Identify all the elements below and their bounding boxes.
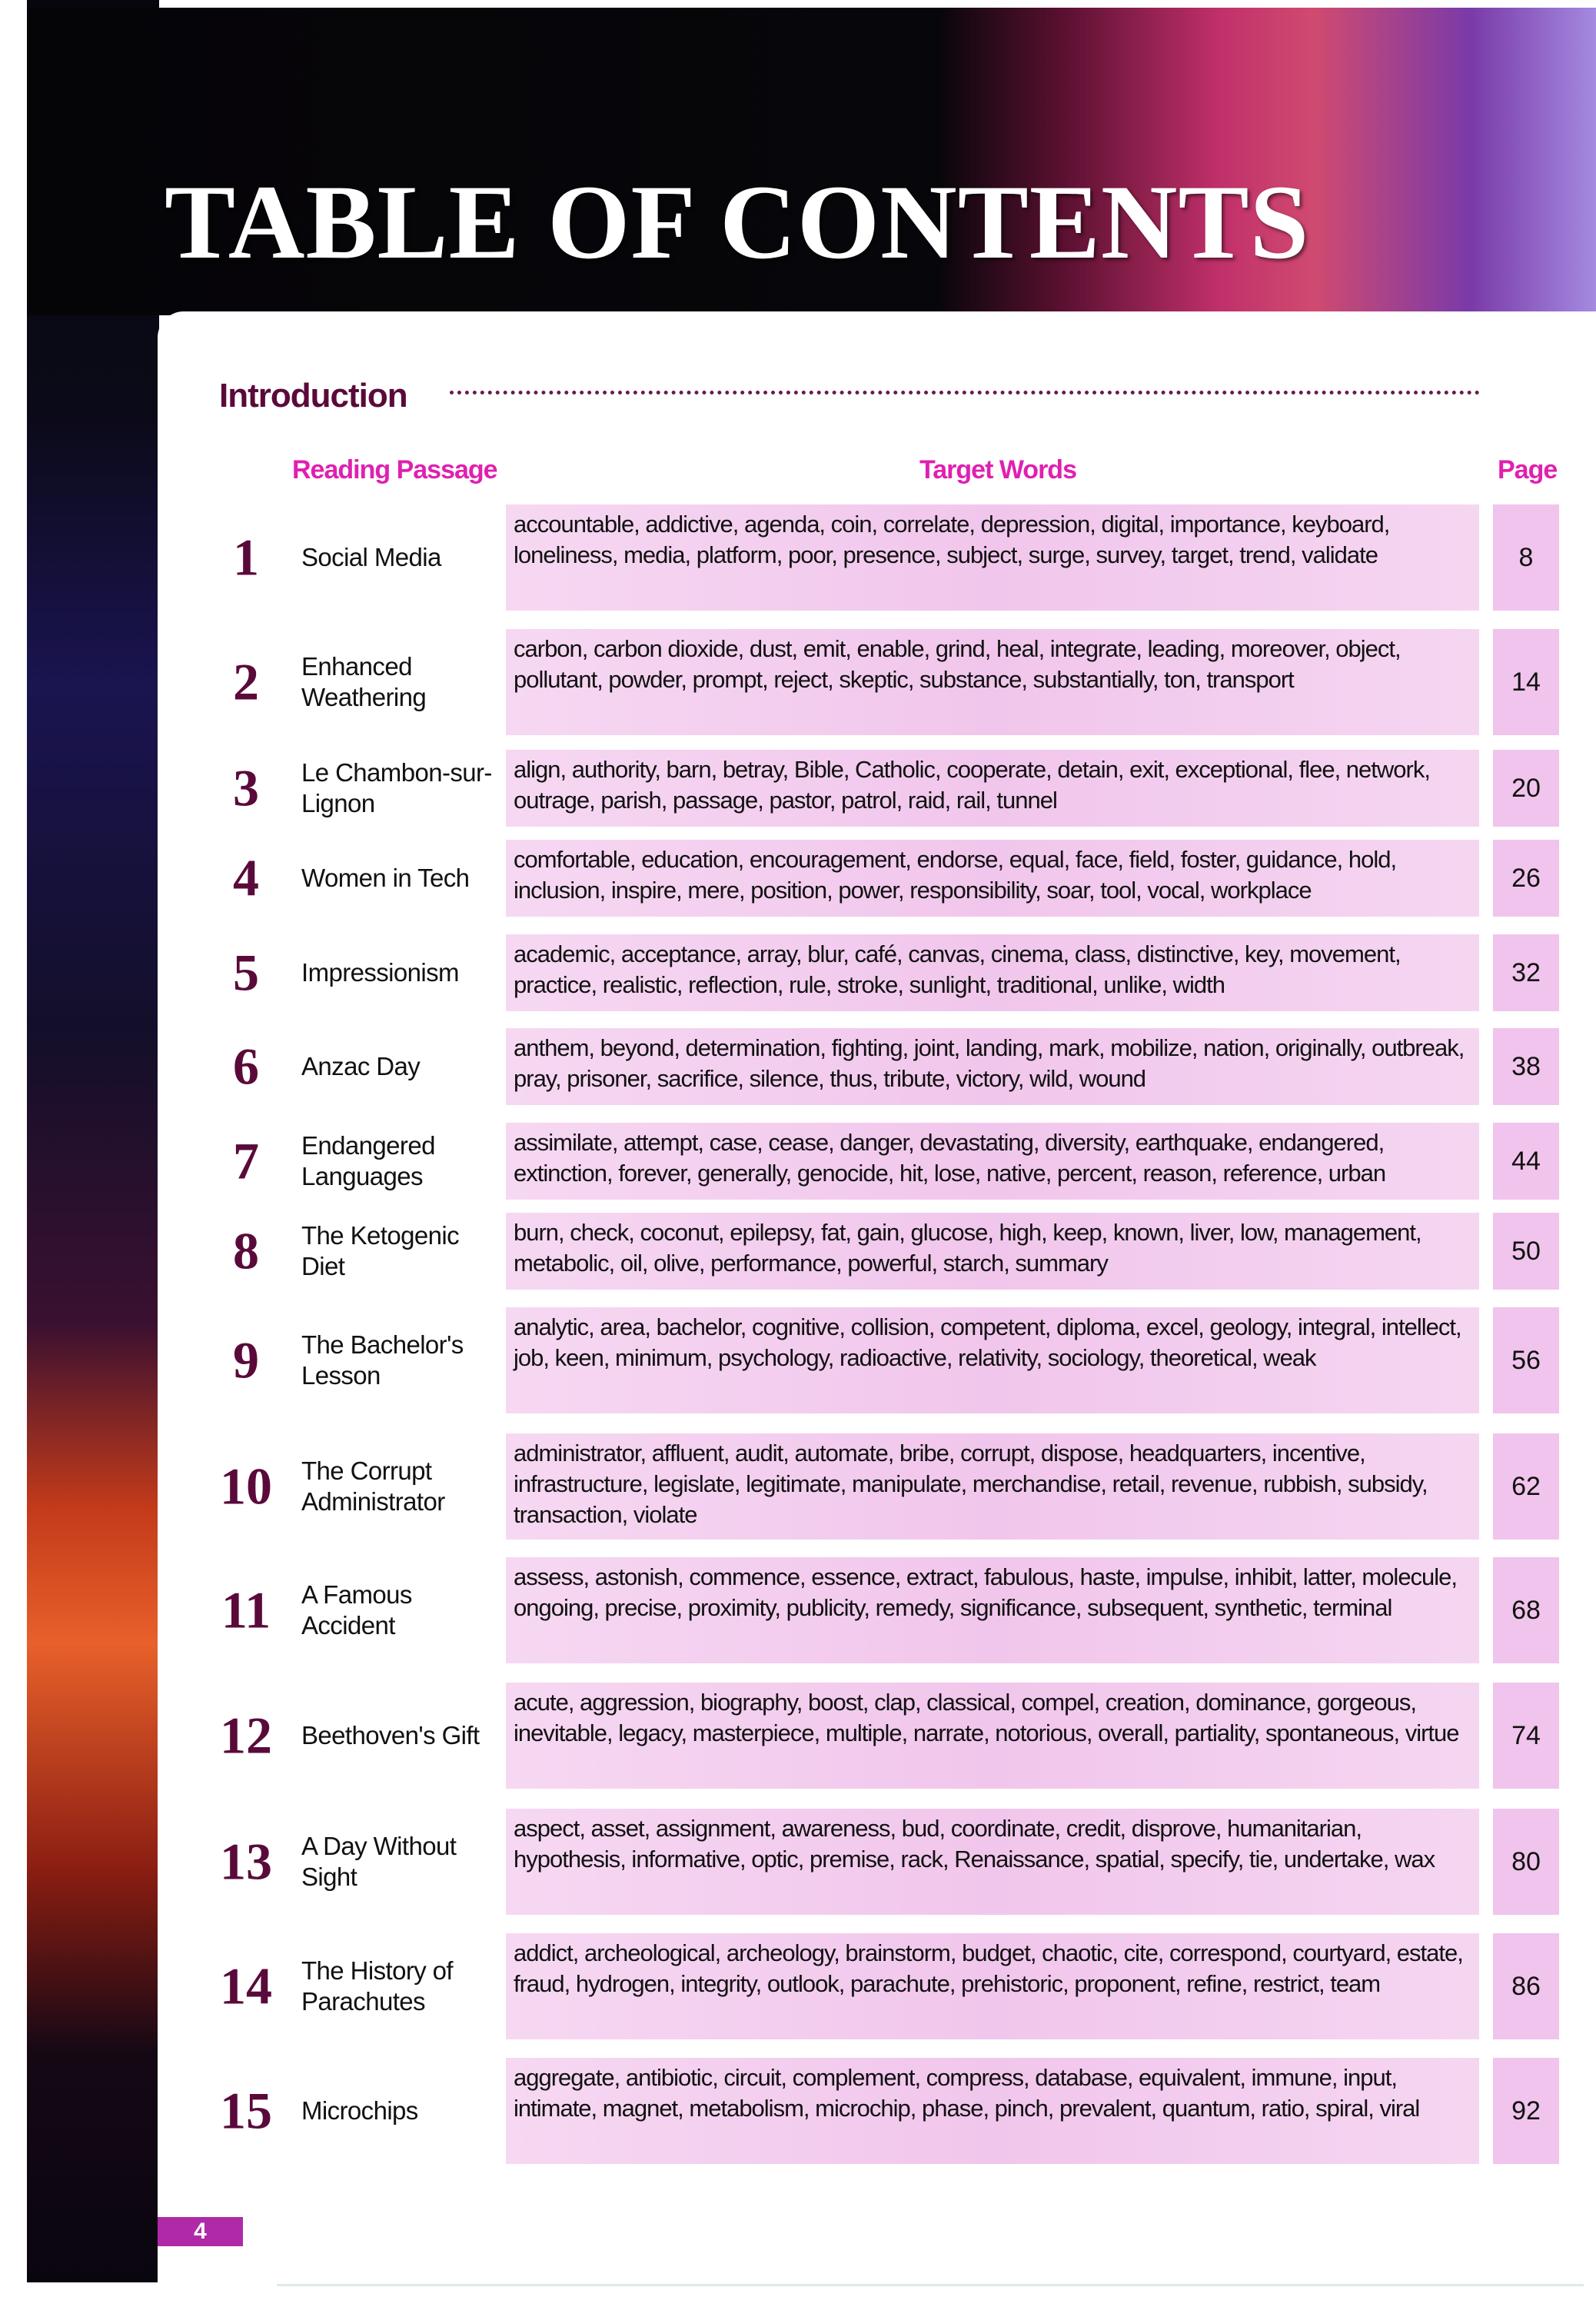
page-number: 80: [1493, 1809, 1559, 1915]
passage-number: 4: [233, 848, 259, 907]
introduction-heading: Introduction: [219, 377, 407, 414]
target-words: administrator, affluent, audit, automate, bribe, corrupt, dispose, headquarters, incentive, infrastructure, legislate, legitimate, manipulate, merchandise, retail, revenue, rubbish, subsidy, transaction, violate: [506, 1433, 1479, 1540]
table-row: [0, 1307, 1596, 1413]
target-words: aspect, asset, assignment, awareness, bud, coordinate, credit, disprove, humanitarian, hypothesis, informative, optic, premise, rack, Renaissance, spatial, specify, tie, undertake, wax: [506, 1809, 1479, 1915]
table-row: [0, 1213, 1596, 1290]
target-words: comfortable, education, encouragement, endorse, equal, face, field, foster, guidance, hold, inclusion, inspire, mere, position, power, responsibility, soar, tool, vocal, workplace: [506, 840, 1479, 917]
table-row: [0, 1809, 1596, 1915]
passage-number: 9: [233, 1330, 259, 1390]
table-row: [0, 629, 1596, 735]
target-words: addict, archeological, archeology, brainstorm, budget, chaotic, cite, correspond, courtyard, estate, fraud, hydrogen, integrity, outlook, parachute, prehistoric, proponent, refine, restrict, team: [506, 1933, 1479, 2039]
passage-title: Enhanced Weathering: [301, 652, 427, 711]
passage-title: Microchips: [301, 2096, 418, 2125]
page-number: 62: [1493, 1433, 1559, 1540]
page-number: 26: [1493, 840, 1559, 917]
table-row: [0, 1933, 1596, 2039]
page-number: 8: [1493, 504, 1559, 611]
passage-title: A Day Without Sight: [301, 1832, 457, 1891]
passage-number: 14: [220, 1956, 272, 2016]
bottom-rule: [277, 2284, 1584, 2286]
passage-title: Anzac Day: [301, 1052, 421, 1080]
passage-title: Beethoven's Gift: [301, 1721, 480, 1749]
table-row: [0, 840, 1596, 917]
page-number: 50: [1493, 1213, 1559, 1290]
passage-title: Social Media: [301, 543, 441, 571]
passage-number: 8: [233, 1221, 259, 1280]
passage-title: The Corrupt Administrator: [301, 1456, 445, 1516]
target-words: analytic, area, bachelor, cognitive, collision, competent, diploma, excel, geology, integral, intellect, job, keen, minimum, psychology, radioactive, relativity, sociology, theoretical, weak: [506, 1307, 1479, 1413]
column-header-page: Page: [1498, 455, 1558, 484]
page-number: 14: [1493, 629, 1559, 735]
page-number: 56: [1493, 1307, 1559, 1413]
passage-title: Impressionism: [301, 958, 459, 987]
page-number-tag: 4: [158, 2217, 243, 2246]
passage-number: 7: [233, 1131, 259, 1190]
table-row: [0, 1123, 1596, 1200]
passage-title: The Ketogenic Diet: [301, 1221, 460, 1280]
passage-number: 6: [233, 1037, 259, 1096]
passage-title: A Famous Accident: [301, 1580, 412, 1640]
table-row: [0, 1028, 1596, 1105]
page-number: 74: [1493, 1683, 1559, 1789]
target-words: assess, astonish, commence, essence, extract, fabulous, haste, impulse, inhibit, latter, molecule, ongoing, precise, proximity, publicity, remedy, significance, subsequent, synthetic, terminal: [506, 1557, 1479, 1663]
passage-number: 12: [220, 1706, 272, 1765]
table-row: [0, 1683, 1596, 1789]
passage-title: Women in Tech: [301, 864, 470, 892]
page-number: 32: [1493, 934, 1559, 1011]
target-words: burn, check, coconut, epilepsy, fat, gain, glucose, high, keep, known, liver, low, management, metabolic, oil, olive, performance, powerful, starch, summary: [506, 1213, 1479, 1290]
passage-number: 1: [233, 528, 259, 587]
target-words: anthem, beyond, determination, fighting, joint, landing, mark, mobilize, nation, originally, outbreak, pray, prisoner, sacrifice, silence, thus, tribute, victory, wild, wound: [506, 1028, 1479, 1105]
target-words: acute, aggression, biography, boost, clap, classical, compel, creation, dominance, gorgeous, inevitable, legacy, masterpiece, multiple, narrate, notorious, overall, partiality, spontaneous, virtue: [506, 1683, 1479, 1789]
table-row: [0, 504, 1596, 611]
page-number: 86: [1493, 1933, 1559, 2039]
target-words: align, authority, barn, betray, Bible, Catholic, cooperate, detain, exit, exceptional, flee, network, outrage, parish, passage, pastor, patrol, raid, rail, tunnel: [506, 750, 1479, 827]
passage-number: 15: [220, 2081, 272, 2140]
passage-number: 3: [233, 758, 259, 817]
passage-number: 5: [233, 943, 259, 1002]
target-words: carbon, carbon dioxide, dust, emit, enable, grind, heal, integrate, leading, moreover, object, pollutant, powder, prompt, reject, skeptic, substance, substantially, ton, transport: [506, 629, 1479, 735]
dotted-leader: [450, 391, 1480, 394]
table-row: [0, 934, 1596, 1011]
table-row: [0, 2058, 1596, 2164]
column-header-passage: Reading Passage: [292, 455, 497, 484]
passage-title: Endangered Languages: [301, 1131, 435, 1190]
page-number: 44: [1493, 1123, 1559, 1200]
target-words: aggregate, antibiotic, circuit, complement, compress, database, equivalent, immune, input, intimate, magnet, metabolism, microchip, phase, pinch, prevalent, quantum, ratio, spiral, viral: [506, 2058, 1479, 2164]
column-header-words: Target Words: [919, 455, 1076, 484]
passage-number: 10: [220, 1456, 272, 1516]
passage-number: 11: [221, 1580, 271, 1640]
table-row: [0, 750, 1596, 827]
page-title: TABLE OF CONTENTS: [165, 163, 1310, 281]
target-words: academic, acceptance, array, blur, café, canvas, cinema, class, distinctive, key, movement, practice, realistic, reflection, rule, stroke, sunlight, traditional, unlike, width: [506, 934, 1479, 1011]
page-number: 92: [1493, 2058, 1559, 2164]
passage-number: 2: [233, 652, 259, 711]
passage-title: Le Chambon-sur-Lignon: [301, 758, 492, 817]
page-number: 68: [1493, 1557, 1559, 1663]
target-words: assimilate, attempt, case, cease, danger, devastating, diversity, earthquake, endangered, extinction, forever, generally, genocide, hit, lose, native, percent, reason, reference, urban: [506, 1123, 1479, 1200]
passage-title: The History of Parachutes: [301, 1956, 453, 2016]
page-number: 38: [1493, 1028, 1559, 1105]
target-words: accountable, addictive, agenda, coin, correlate, depression, digital, importance, keyboard, loneliness, media, platform, poor, presence, subject, surge, survey, target, trend, validate: [506, 504, 1479, 611]
page-number: 20: [1493, 750, 1559, 827]
passage-title: The Bachelor's Lesson: [301, 1330, 464, 1390]
table-row: [0, 1433, 1596, 1540]
passage-number: 13: [220, 1832, 272, 1891]
table-row: [0, 1557, 1596, 1663]
